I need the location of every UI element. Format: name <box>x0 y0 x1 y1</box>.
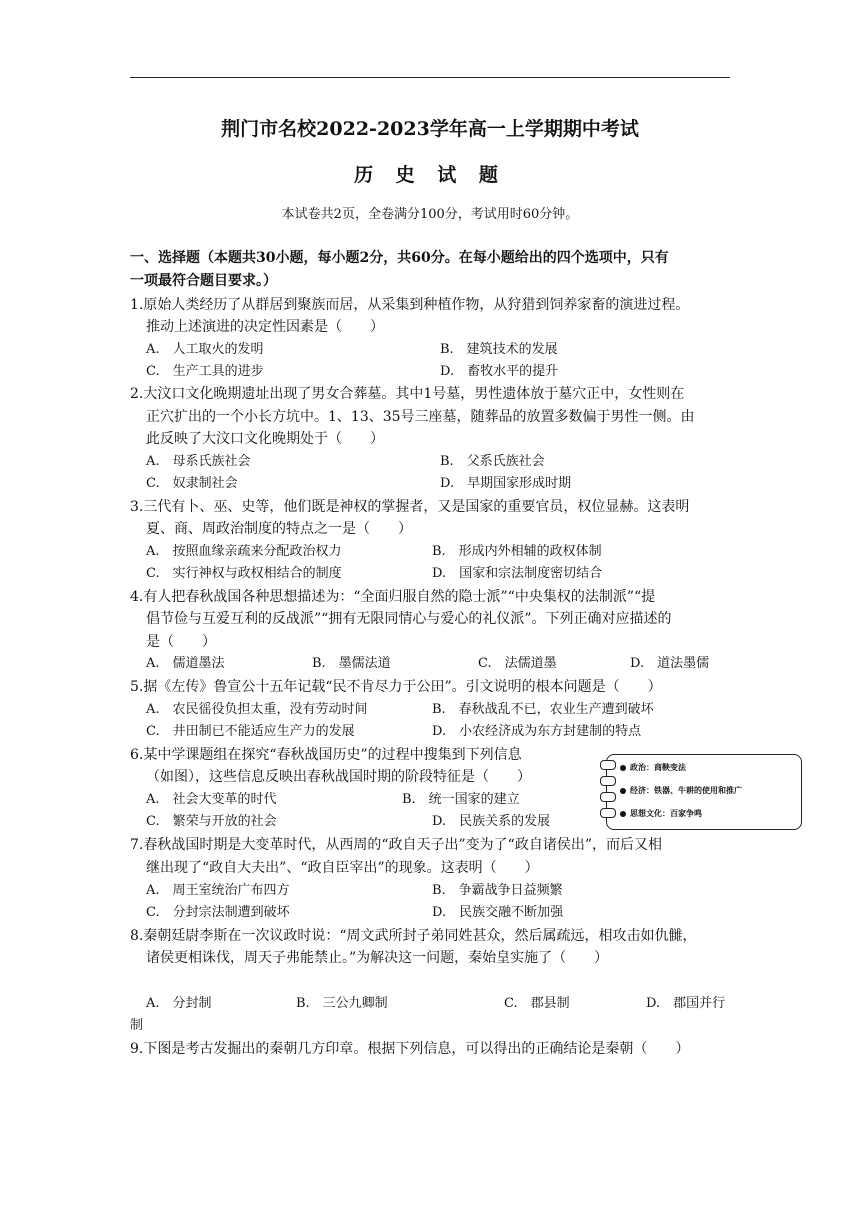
q4-option-d: D. 道法墨儒 <box>630 656 710 671</box>
q7-option-a: A. 周王室统治广布四方 <box>146 883 290 898</box>
q1-stem: 1.原始人类经历了从群居到聚族而居，从采集到种植作物，从狩猎到饲养家畜的演进过程。 <box>130 297 690 313</box>
q8-option-a: A. 分封制 <box>146 996 212 1011</box>
section-heading: 一、选择题（本题共30小题，每小题2分，共60分。在每小题给出的四个选项中，只有 <box>130 250 669 266</box>
top-rule <box>130 77 730 78</box>
q1-option-c: C. 生产工具的进步 <box>146 364 264 379</box>
q5-stem: 5.据《左传》鲁宣公十五年记载“民不肯尽力于公田”。引文说明的根本问题是（ ） <box>130 679 662 695</box>
q8-option-d: D. 郡国并行 <box>646 996 726 1011</box>
q6-option-d: D. 民族关系的发展 <box>432 814 551 829</box>
q2-option-c: C. 奴隶制社会 <box>146 476 238 491</box>
q7-stem-cont: 继出现了“政自大夫出”、“政自臣宰出”的现象。这表明（ ） <box>146 860 539 876</box>
binder-ring <box>600 808 616 818</box>
q3-option-c: C. 实行神权与政权相结合的制度 <box>146 566 342 581</box>
q6-stem-cont: （如图），这些信息反映出春秋战国时期的阶段特征是（ ） <box>146 769 531 785</box>
q2-option-d: D. 早期国家形成时期 <box>440 476 572 491</box>
bullet-icon <box>620 811 626 817</box>
q6-info-item: 经济：铁器、牛耕的使用和推广 <box>620 785 742 796</box>
q4-stem: 4.有人把春秋战国各种思想描述为：“全面归服自然的隐士派”“中央集权的法制派”“提 <box>130 589 656 605</box>
q2-stem: 2.大汶口文化晚期遗址出现了男女合葬墓。其中1号墓，男性遗体放于墓穴正中，女性则在 <box>130 386 685 402</box>
q4-option-c: C. 法儒道墨 <box>478 656 557 671</box>
q1-option-b: B. 建筑技术的发展 <box>440 342 558 357</box>
binder-ring <box>600 792 616 802</box>
q7-option-b: B. 争霸战争日益频繁 <box>432 883 563 898</box>
q3-option-b: B. 形成内外相辅的政权体制 <box>432 544 602 559</box>
q8-stem: 8.秦朝廷尉李斯在一次议政时说：“周文武所封子弟同姓甚众，然后属疏远，相攻击如仇雠， <box>130 928 697 944</box>
q4-option-a: A. 儒道墨法 <box>146 656 225 671</box>
q8-option-c: C. 郡县制 <box>504 996 570 1011</box>
q5-option-a: A. 农民徭役负担太重，没有劳动时间 <box>146 702 368 717</box>
q2-stem-cont: 正穴扩出的一个小长方坑中。1、13、35号三座墓，随葬品的放置多数偏于男性一侧。由 <box>146 409 695 425</box>
q2-option-a: A. 母系氏族社会 <box>146 454 251 469</box>
q5-option-b: B. 春秋战乱不已，农业生产遭到破坏 <box>432 702 654 717</box>
q6-option-a: A. 社会大变革的时代 <box>146 792 277 807</box>
q6-info-item: 政治：商鞅变法 <box>620 762 686 773</box>
q6-info-item: 思想文化：百家争鸣 <box>620 808 702 819</box>
q1-option-d: D. 畜牧水平的提升 <box>440 364 559 379</box>
q7-option-c: C. 分封宗法制遭到破坏 <box>146 905 290 920</box>
q3-stem-cont: 夏、商、周政治制度的特点之一是（ ） <box>146 521 412 537</box>
q6-stem: 6.某中学课题组在探究“春秋战国历史”的过程中搜集到下列信息 <box>130 747 522 763</box>
q3-stem: 3.三代有卜、巫、史等，他们既是神权的掌握者，又是国家的重要官员，权位显赫。这表明 <box>130 499 690 515</box>
bullet-icon <box>620 765 626 771</box>
binder-ring <box>600 760 616 770</box>
q5-option-d: D. 小农经济成为东方封建制的特点 <box>432 724 642 739</box>
subject-title: 历 史 试 题 <box>354 164 506 186</box>
q7-stem: 7.春秋战国时期是大变革时代，从西周的“政自天子出”变为了“政自诸侯出”，而后又相 <box>130 837 662 853</box>
q1-option-a: A. 人工取火的发明 <box>146 342 264 357</box>
q9-stem: 9.下图是考古发掘出的秦朝几方印章。根据下列信息，可以得出的正确结论是秦朝（ ） <box>130 1041 690 1057</box>
q8-stem-cont: 诸侯更相诛伐，周天子弗能禁止。”为解决这一问题，秦始皇实施了（ ） <box>146 950 609 966</box>
q3-option-d: D. 国家和宗法制度密切结合 <box>432 566 603 581</box>
section-heading-cont: 一项最符合题目要求。） <box>130 273 277 289</box>
q1-stem-cont: 推动上述演进的决定性因素是（ ） <box>146 319 384 335</box>
exam-note: 本试卷共2页，全卷满分100分，考试用时60分钟。 <box>281 207 579 222</box>
q3-option-a: A. 按照血缘亲疏来分配政治权力 <box>146 544 342 559</box>
q2-stem-cont2: 此反映了大汶口文化晚期处于（ ） <box>146 431 384 447</box>
q4-stem-cont2: 是（ ） <box>146 634 216 650</box>
q2-option-b: B. 父系氏族社会 <box>440 454 545 469</box>
q4-option-b: B. 墨儒法道 <box>312 656 391 671</box>
q6-option-b: B. 统一国家的建立 <box>402 792 520 807</box>
exam-title: 荆门市名校2022-2023学年高一上学期期中考试 <box>221 118 639 140</box>
q5-option-c: C. 井田制已不能适应生产力的发展 <box>146 724 355 739</box>
q8-option-d-cont: 制 <box>130 1018 144 1033</box>
q7-option-d: D. 民族交融不断加强 <box>432 905 564 920</box>
q4-stem-cont: 倡节俭与互爱互利的反战派”“拥有无限同情心与爱心的礼仪派”。下列正确对应描述的 <box>146 611 672 627</box>
bullet-icon <box>620 788 626 794</box>
q8-option-b: B. 三公九卿制 <box>296 996 388 1011</box>
binder-ring <box>600 776 616 786</box>
q6-option-c: C. 繁荣与开放的社会 <box>146 814 277 829</box>
